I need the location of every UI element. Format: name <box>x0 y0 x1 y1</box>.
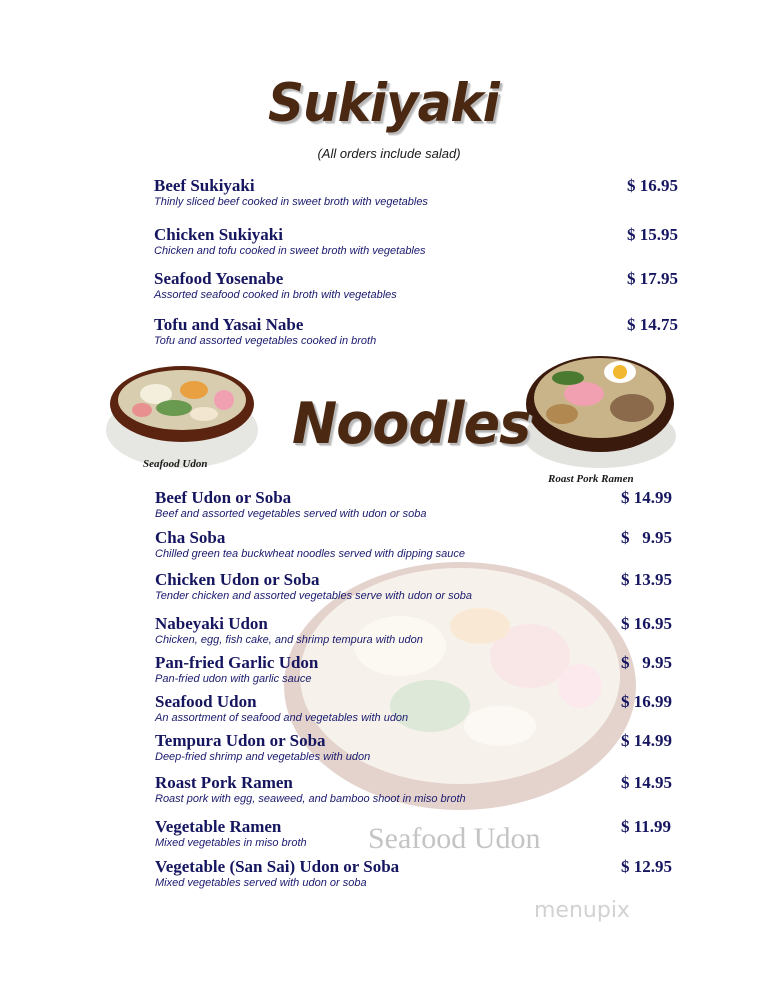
item-price: $ 13.95 <box>621 570 672 589</box>
menu-item <box>155 817 695 850</box>
photo-caption: Roast Pork Ramen <box>548 473 634 485</box>
item-description: Mixed vegetables in miso broth <box>155 837 307 849</box>
item-name: Pan-fried Garlic Udon <box>155 653 319 672</box>
item-name: Nabeyaki Udon <box>155 614 268 633</box>
item-name: Seafood Yosenabe <box>154 269 284 288</box>
menu-item <box>154 176 694 209</box>
salad-note: (All orders include salad) <box>317 146 461 161</box>
menu-item <box>155 488 695 521</box>
item-price: $ 14.99 <box>621 731 672 750</box>
watermark-caption: Seafood Udon <box>368 822 541 855</box>
roast-pork-ramen-photo <box>522 352 678 470</box>
menu-item <box>155 731 695 764</box>
menu-item <box>155 653 695 686</box>
menu-item <box>154 315 694 348</box>
menupix-watermark-logo: menupix <box>534 898 630 923</box>
item-name: Roast Pork Ramen <box>155 773 293 792</box>
menu-item <box>155 857 695 890</box>
item-price: $ 14.95 <box>621 773 672 792</box>
photo-caption: Seafood Udon <box>143 458 208 470</box>
item-price: $ 9.95 <box>621 653 672 672</box>
item-name: Seafood Udon <box>155 692 257 711</box>
item-name: Vegetable (San Sai) Udon or Soba <box>155 857 400 876</box>
item-name: Tempura Udon or Soba <box>155 731 326 750</box>
item-description: Pan-fried udon with garlic sauce <box>155 673 312 685</box>
item-name: Cha Soba <box>155 528 226 547</box>
menu-item <box>154 225 694 258</box>
item-price: $ 14.99 <box>621 488 672 507</box>
menu-item <box>155 528 695 561</box>
menu-item <box>154 269 694 302</box>
sukiyaki-heading: Sukiyaki <box>268 72 499 134</box>
noodles-heading: Noodles <box>292 390 531 457</box>
item-description: Roast pork with egg, seaweed, and bamboo shoot in miso broth <box>155 793 466 805</box>
item-description: Mixed vegetables served with udon or soba <box>155 877 367 889</box>
item-price: $ 16.95 <box>621 614 672 633</box>
item-price: $ 14.75 <box>627 315 678 334</box>
item-price: $ 11.99 <box>621 817 672 836</box>
menu-item <box>155 773 695 806</box>
item-description: An assortment of seafood and vegetables with udon <box>155 712 409 724</box>
item-price: $ 17.95 <box>627 269 678 288</box>
item-price: $ 15.95 <box>627 225 678 244</box>
menu-item <box>155 570 695 603</box>
item-name: Chicken Sukiyaki <box>154 225 283 244</box>
item-description: Chicken and tofu cooked in sweet broth with vegetables <box>154 245 426 257</box>
seafood-udon-photo <box>104 360 260 472</box>
item-price: $ 16.99 <box>621 692 672 711</box>
menu-item <box>155 614 695 647</box>
item-description: Deep-fried shrimp and vegetables with udon <box>155 751 371 763</box>
menu-item <box>155 692 695 725</box>
item-description: Beef and assorted vegetables served with udon or soba <box>155 508 427 520</box>
item-description: Chilled green tea buckwheat noodles served with dipping sauce <box>155 548 466 560</box>
item-name: Beef Udon or Soba <box>155 488 292 507</box>
item-description: Tender chicken and assorted vegetables serve with udon or soba <box>155 590 472 602</box>
item-price: $ 16.95 <box>627 176 678 195</box>
item-name: Beef Sukiyaki <box>154 176 255 195</box>
item-description: Tofu and assorted vegetables cooked in broth <box>154 335 377 347</box>
item-description: Assorted seafood cooked in broth with vegetables <box>154 289 397 301</box>
item-name: Tofu and Yasai Nabe <box>154 315 304 334</box>
item-description: Chicken, egg, fish cake, and shrimp tempura with udon <box>155 634 423 646</box>
item-name: Vegetable Ramen <box>155 817 282 836</box>
item-price: $ 9.95 <box>621 528 672 547</box>
item-price: $ 12.95 <box>621 857 672 876</box>
item-description: Thinly sliced beef cooked in sweet broth with vegetables <box>154 196 428 208</box>
item-name: Chicken Udon or Soba <box>155 570 320 589</box>
